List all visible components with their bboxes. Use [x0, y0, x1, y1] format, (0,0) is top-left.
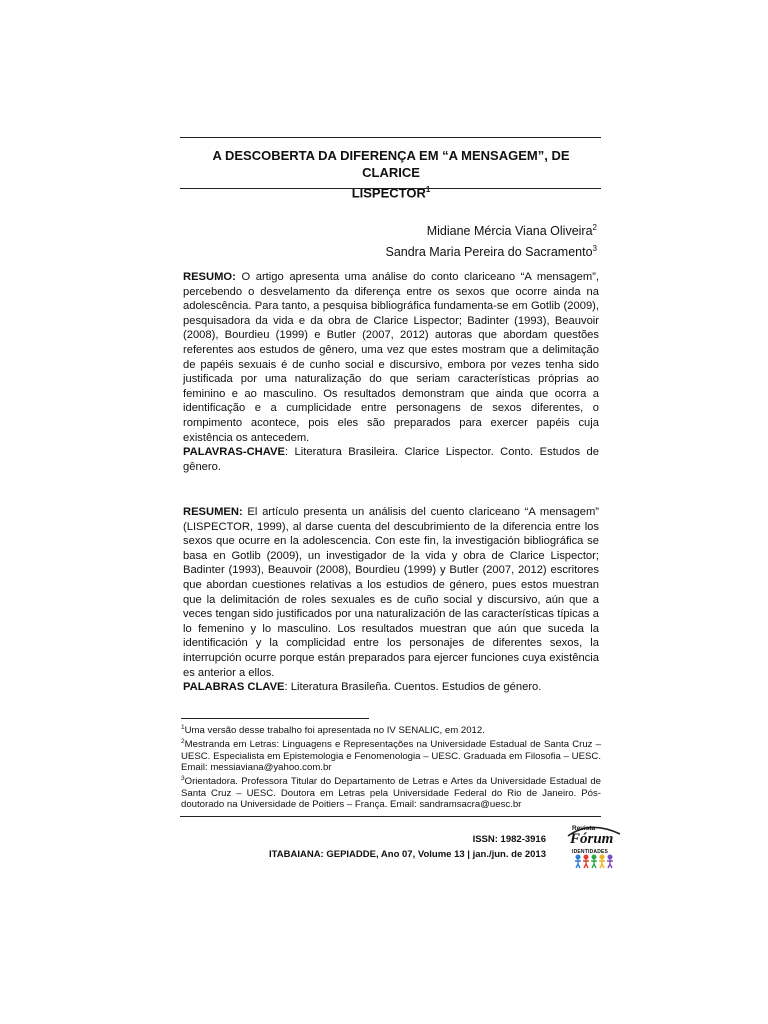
- journal-logo: [560, 822, 626, 870]
- footnotes: [181, 722, 601, 810]
- footer-issn: ISSN: 1982-3916: [472, 834, 546, 845]
- palavras-chave: [183, 445, 599, 474]
- footnote-2: $^2$Mestranda em Letras: Linguagens e Representações na Universidade Estadual de Santa Cruz – UESC. Especialista em Epistemologia e Fenomenologia – UESC. Graduada em Filosofia – UESC. Email: messiaviana@yahoo.com.br: [181, 738, 601, 773]
- title-footnote-mark: 1: [425, 185, 431, 194]
- logo-figure-4: [599, 855, 605, 868]
- title-bottom-rule: [180, 188, 601, 189]
- logo-figures: [575, 855, 613, 868]
- footer-journal-info: ITABAIANA: GEPIADDE, Ano 07, Volume 13 | jan./jun. de 2013: [269, 849, 546, 860]
- footnote-3: $^3$Orientadora. Professora Titular do Departamento de Letras e Artes da Universidade Estadual de Santa Cruz – UESC. Doutora em Letras pela Universidade Federal do Rio de Janeiro. Pós-doutorado na Universidade de Poitiers – França. Email: sandramsacra@uesc.br: [181, 775, 601, 810]
- footer-rule: [180, 816, 601, 817]
- abstract-pt: [183, 270, 599, 474]
- resumo-text: O artigo apresenta uma análise do conto clariceano “A mensagem”, percebendo o desvelamento da diferença entre os sexos que ocorre ainda na adolescência. Para tanto, a pesquisa bibliográfica fundamenta-se em Gotlib (2009), pesquisadora da vida e da obra de Clarice Lispector; Badinter (1993), Beauvoir (2008), Bourdieu (1999) e Butler (2007, 2012) autoras que abordam questões referentes aos estudos de gênero, uma vez que estes mostram que a delimitação de papéis sexuais é de cunho social e discursivo, embora por vezes tenha sido justificada por uma naturalização do que seriam características próprias ao feminino e ao masculino. Os resultados demonstram que ainda que ocorra a identificação e a cumplicidade entre personagens de sexos diferentes, o rompimento acontece, pois eles são preparados para exercer papéis cuja existência os antecedem.: [183, 271, 599, 444]
- logo-figure-1: [575, 855, 581, 868]
- palabras-clave-label: PALABRAS CLAVE: [183, 681, 285, 694]
- logo-figure-2: [583, 855, 589, 868]
- top-rule: [180, 137, 601, 138]
- author-list: [385, 219, 597, 261]
- resumen-text: El artículo presenta un análisis del cuento clariceano “A mensagem” (LISPECTOR, 1999), al darse cuenta del descubrimiento de la diferencia entre los sexos que ocurre en la adolescencia. Con este fin, la investigación bibliográfica se basa en Gotlib (2009), un investigador de la vida y obra de Clarice Lispector; Badinter (1993), Beauvoir (2008), Bourdieu (1999) y Butler (2007, 2012) escritores que abordan cuestiones relativas a los estudios de género, pues estos muestran que la delimitación de roles sexuales es de cuño social y discursivo, aún que a veces tengan sido justificados por una naturalización de las características típicas a lo femenino y lo masculino. Los resultados muestran que aún que suceda la identificación y la complicidad entre los personajes de diferentes sexos, la interrupción ocurre porque están preparados para ejercer funciones cuya existência es anterior a ellos.: [183, 506, 599, 679]
- resumen-label: RESUMEN:: [183, 506, 243, 518]
- footnote-1: $^1$Uma versão desse trabalho foi apresentada no IV SENALIC, em 2012.: [181, 724, 485, 737]
- resumo-paragraph: [183, 270, 599, 445]
- resumen-paragraph: [183, 505, 599, 680]
- resumo-label: RESUMO:: [183, 271, 236, 283]
- footnote-separator: [181, 718, 369, 719]
- palavras-chave-text: : Literatura Brasileira. Clarice Lispector. Conto. Estudos de gênero.: [183, 446, 599, 473]
- logo-sub-text: IDENTIDADES: [572, 849, 609, 855]
- paper-title: [184, 147, 598, 201]
- author-2: Sandra Maria Pereira do Sacramento$^3$: [385, 244, 597, 260]
- title-line-2: LISPECTOR: [351, 185, 426, 201]
- palavras-chave-label: PALAVRAS-CHAVE: [183, 446, 285, 459]
- title-line-1: A DESCOBERTA DA DIFERENÇA EM “A MENSAGEM”, DE CLARICE: [212, 148, 570, 180]
- logo-figure-5: [607, 855, 613, 868]
- logo-figure-3: [591, 855, 597, 868]
- logo-main-text: Fórum: [570, 831, 614, 847]
- author-1: Midiane Mércia Viana Oliveira$^2$: [426, 223, 597, 239]
- footer-citation: [269, 832, 546, 862]
- abstract-es: [183, 505, 599, 695]
- palabras-clave: [183, 680, 599, 695]
- logo-small-text: Revista: [572, 825, 596, 832]
- palabras-clave-text: : Literatura Brasileña. Cuentos. Estudios de género.: [284, 681, 542, 694]
